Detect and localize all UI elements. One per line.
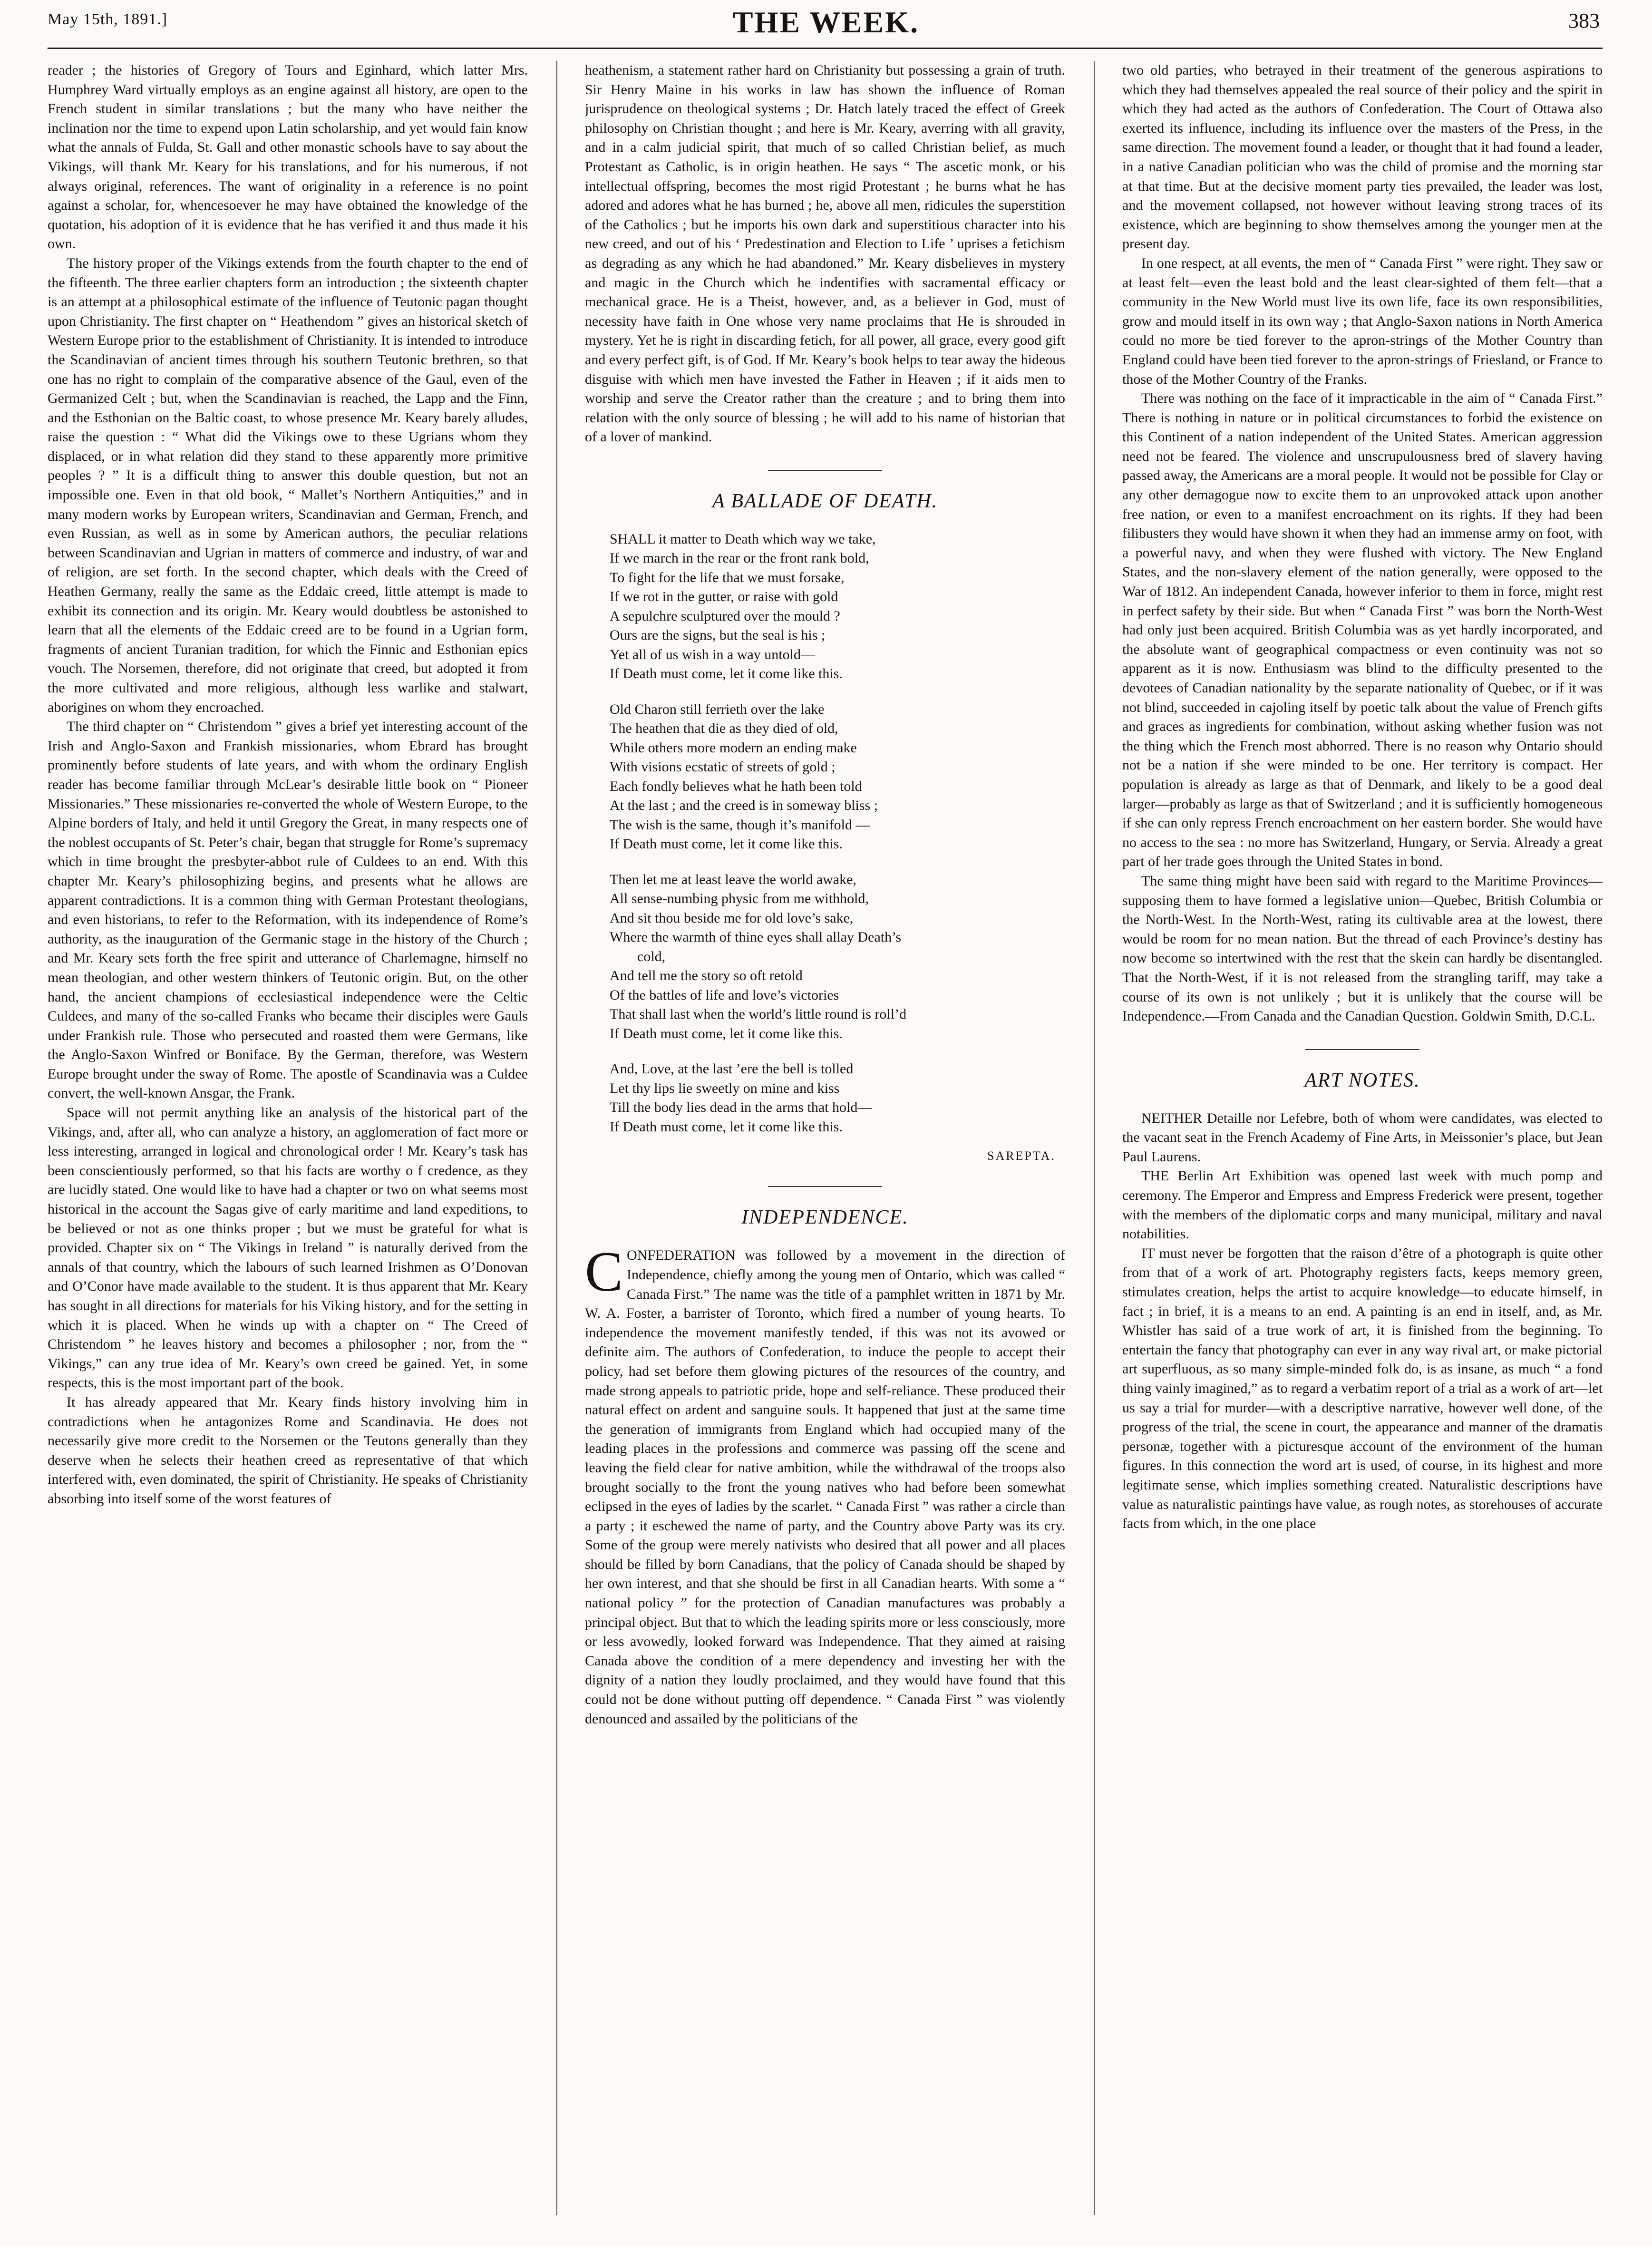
drop-cap: C (585, 1240, 623, 1303)
column-3 (1122, 61, 1603, 2227)
poem-body (585, 530, 1065, 1137)
poem-line: All sense-numbing physic from me withhold, (610, 891, 869, 907)
header-rule (48, 48, 1603, 49)
masthead-title: THE WEEK. (732, 5, 920, 39)
poem-stanza (610, 530, 1065, 684)
ballade-title: A BALLADE OF DEATH. (585, 470, 1065, 513)
poem-line: If Death must come, let it come like this. (610, 1025, 843, 1041)
page-header (0, 0, 1652, 45)
page-number: 383 (1568, 9, 1600, 32)
independence-first-paragraph: CONFEDERATION was followed by a movement in the direction of Independence, chiefly among the young men of Ontario, which was called “ Canada First.” The name was the title of a pamphlet written in 1871 by Mr. W. A. Foster, a barrister of Toronto, which fired a number of young hearts. To independence the movement manifestly tended, if this was not its avowed or definite aim. The authors of Confederation, to induce the people to accept their policy, had set before them glowing pictures of the resources of the country, and made strong appeals to patriotic pride, hope and self-reliance. These produced their natural effect on ardent and sanguine souls. It happened that just at the same time the generation of immigrants from England which had occupied many of the leading places in the professions and commerce was passing off the scene and leaving the field clear for native ambition, while the withdrawal of the troops also brought socially to the front the young natives who had before been somewhat eclipsed in the eyes of ladies by the scarlet. “ Canada First ” was rather a circle than a party ; it eschewed the name of party, and the Country above Party was its cry. Some of the group were merely nativists who desired that all power and all places should be filled by born Canadians, that the policy of Canada should be shaped by her own interest, and that she should be first in all Canadian hearts. With some a “ national policy ” for the protection of Canadian manufactures was probably a principal object. But that to which the leading spirits more or less consciously, more or less avowedly, looked forward was Independence. That they aimed at raising Canada above the condition of a mere dependency and investing her with the dignity of a nation they loudly proclaimed, and they would have found that this could not be done without putting off dependence. “ Canada First ” was violently denounced and assailed by the politicians of the (585, 1240, 1065, 1727)
paragraph: It has already appeared that Mr. Keary finds history involving him in contradictions when he antagonizes Rome and Scandinavia. He does not necessarily give more credit to the Norsemen or the Teutons generally than they deserve when he selects their heathen creed as representative of that which interfered with, even dominated, the spirit of Christianity. He speaks of Christianity absorbing into itself some of the worst features of (48, 1394, 528, 1507)
poem-line: Old Charon still ferrieth over the lake (610, 701, 825, 717)
poem-line: While others more modern an ending make (610, 739, 857, 756)
poem-line: If we rot in the gutter, or raise with gold (610, 589, 838, 605)
poem-line: Where the warmth of thine eyes shall allay Death’s (610, 929, 902, 945)
poem-line: To fight for the life that we must forsake, (610, 569, 845, 585)
poem-line: cold, (637, 948, 666, 964)
paragraph: reader ; the histories of Gregory of Tours and Eginhard, which latter Mrs. Humphrey Ward virtually employs as an engine against all history, are open to the French student in similar translations ; but the many who have neither the inclination nor the time to expend upon Latin scholarship, and yet would fain know what the annals of Fulda, St. Gall and other monastic schools have to say about the Vikings, will thank Mr. Keary for his translations, and for his numerous, if not always original, references. The want of originality in a reference is no point against a scholar, for, whencesoever he may have obtained the knowledge of the quotation, his adoption of it is evidence that he has verified it and thus made it his own. (48, 62, 528, 252)
paragraph: Space will not permit anything like an analysis of the historical part of the Vikings, and, after all, who can analyze a history, an agglomeration of fact more or less interesting, arranged in logical and chronological order ! Mr. Keary’s task has been conscientiously performed, so that his facts are worthy o f credence, as they are lucidly stated. One would like to have had a chapter or two on what seems most historical in the account the Sagas give of early maritime and land expeditions, to be believed or not as one thinks proper ; but we must be grateful for what is provided. Chapter six on “ The Vikings in Ireland ” is naturally derived from the annals of that country, which the labours of such learned Irishmen as O’Donovan and O’Conor have made available to the student. It is thus apparent that Mr. Keary has sought in all directions for materials for his Viking history, and for the setting in which it is placed. When he winds up with a chapter on “ The Creed of Christendom ” he leaves history and becomes a philosopher ; nor, from the “ Vikings,” can any true idea of Mr. Keary’s own creed be gained. Yet, in some respects, this is the most important part of the book. (48, 1105, 528, 1391)
paragraph: heathenism, a statement rather hard on Christianity but possessing a grain of truth. Sir Henry Maine in his works in law has shown the influence of Roman jurisprudence on theological systems ; Dr. Hatch lately traced the effect of Greek philosophy on Christian thought ; and here is Mr. Keary, averring with all gravity, and in a calm judicial spirit, that much of so called Christian belief, as much Protestant as Catholic, is in origin heathen. He says “ The ascetic monk, or his intellectual offspring, becomes the most rigid Protestant ; he burns what he has adored and adores what he has burned ; he, above all men, ridicules the superstition of the Catholics ; but he imports his own dark and superstitious character into his new creed, and out of his ‘ Predestination and Election to Life ’ uprises a fetichism as degrading as any which he had abandoned.” Mr. Keary disbelieves in mystery and magic in the Church which he indentifies with sacramental efficacy or mechanical grace. He is a Theist, however, and, as a believer in God, must of necessity have faith in One whose very name proclaims that He is shrouded in mystery. Yet he is right in discarding fetich, for all power, all grace, every good gift and every perfect gift, is of God. If Mr. Keary’s book helps to tear away the hideous disguise with which men have invested the Father in Heaven ; if it aids men to worship and serve the Creator rather than the creature ; and to bring them into relation with the only source of blessing ; he will add to his name of historian that of a lover of mankind. (585, 62, 1065, 445)
poem-line: If we march in the rear or the front rank bold, (610, 550, 869, 566)
art-notes-title: ART NOTES. (1122, 1049, 1603, 1092)
poem-stanza (610, 870, 1065, 1044)
poem-line: With visions ecstatic of streets of gold ; (610, 759, 836, 775)
paragraph: There was nothing on the face of it impracticable in the aim of “ Canada First.” There is nothing in nature or in political circumstances to forbid the existence on this Continent of a nation independent of the United States. American aggression need not be feared. The violence and unscrupulousness bred of slavery having passed away, the Americans are a moral people. It would not be possible for Clay or any other demagogue now to excite them to an unprovoked attack upon another free nation, or even to a manifest encroachment on its rights. If they had been filibusters they would have shown it when they had an immense army on foot, with a powerful navy, and when they were flushed with victory. The New England States, and the non-slavery element of the nation generally, were opposed to the War of 1812. An independent Canada, however inferior to them in force, might rest in perfect safety by their side. But when “ Canada First ” was born the North-West had only just been acquired. British Columbia was as yet hardly incorporated, and the absolute want of geographical compactness or even continuity was not so apparent as it is now. Enthusiasm was blind to the difficulty presented to the devotees of Canadian nationality by the separate nationality of Quebec, or if it was not blind, succeeded in cajoling itself by poetic talk about the value of French gifts and graces as ingredients for combination, without asking whether fusion was not the thing which the French most abhorred. There is no reason why Ontario should not be a nation if she were minded to be one. Her territory is compact. Her population is already as large as that of Denmark, and likely to be a good deal larger—probably as large as that of Switzerland ; and it is sufficiently homogeneous if she can only repress French encroachment on her eastern border. She would have no access to the sea : no more has Switzerland, Hungary, or Servia. Already a great part of her trade goes through the United States in bond. (1122, 390, 1603, 870)
poem-line: If Death must come, let it come like this. (610, 836, 843, 852)
paragraph: The same thing might have been said with regard to the Maritime Provinces—supposing them to have formed a legislative union—Quebec, British Columbia or the North-West. In the North-West, rating its cultivable area at the lowest, there would be room for no mean nation. But the thread of each Province’s destiny has now become so intertwined with the rest that the skein can hardly be disentangled. That the North-West, if it is not released from the strangling tariff, may take a course of its own is not unlikely ; but it is unlikely that the course will be Independence.—From Canada and the Canadian Question. Goldwin Smith, D.C.L. (1122, 873, 1603, 1024)
paragraph: two old parties, who betrayed in their treatment of the generous aspirations to which they had themselves appealed the real source of their policy and the spirit in which they had acted as the authors of Confederation. The Court of Ottawa also exerted its influence, including its influence over the masters of the Press, in the same direction. The movement found a leader, or thought that it had found a leader, in a native Canadian politician who was the child of promise and the morning star at that time. But at the decisive moment party ties prevailed, the leader was lost, and the movement collapsed, not however without leaving strong traces of its existence, which are beginning to show themselves among the younger men at the present day. (1122, 62, 1603, 252)
poem-signature: SAREPTA. (987, 1149, 1056, 1163)
poem-line: Of the battles of life and love’s victories (610, 987, 839, 1003)
poem-line: Let thy lips lie sweetly on mine and kiss (610, 1080, 840, 1096)
poem-line: And tell me the story so oft retold (610, 968, 803, 984)
poem-line: A sepulchre sculptured over the mould ? (610, 608, 840, 624)
poem-line: At the last ; and the creed is in someway bliss ; (610, 798, 878, 814)
paragraph: IT must never be forgotten that the raison d’être of a photograph is quite other from that of a work of art. Photography registers facts, keeps memory green, stimulates creation, helps the artist to acquire knowledge—to educate himself, in fact ; in brief, it is a means to an end. A painting is an end in itself, and, as Mr. Whistler has said of a true work of art, it is finished from the beginning. To entertain the fancy that photography can ever in any way rival art, or make pictorial art superfluous, as so many simple-minded folk do, is as insane, as much “ a fond thing vainly imagined,” as to regard a verbatim report of a trial as a work of art—let us say a trial for murder—with a descriptive narrative, however well done, of the progress of the trial, the scene in court, the appearance and manner of the dramatis personæ, together with a picturesque account of the environment of the human figures. In this connection the word art is used, of course, in its highest and more legitimate sense, which implies something created. Naturalistic descriptions have value as naturalistic paintings have value, as rough notes, as storehouses of accurate facts from which, in the one place (1122, 1245, 1603, 1532)
paragraph: The history proper of the Vikings extends from the fourth chapter to the end of the fifteenth. The three earlier chapters form an introduction ; the sixteenth chapter is an attempt at a philosophical estimate of the influence of Teutonic pagan thought upon Christianity. The first chapter on “ Heathendom ” gives an historical sketch of Western Europe prior to the establishment of Christianity. It is intended to introduce the Scandinavian of ancient times through his southern Teutonic brethren, so that one has no right to complain of the comparative absence of the Gaul, even of the Germanized Celt ; but, when the Scandinavian is reached, the Lapp and the Finn, and the Esthonian on the Baltic coast, to whose presence Mr. Keary barely alludes, raise the question : “ What did the Vikings owe to these Ugrians whom they displaced, or in what relation did they stand to these apparently more primitive peoples ? ” It is a difficult thing to answer this double question, but not an impossible one. Even in that old book, “ Mallet’s Northern Antiquities,” and in many modern works by European writers, Scandinavian and German, French, and even Russian, as well as in some by American authors, the peculiar relations between Scandinavian and Ugrian in matters of commerce and industry, of war and of religion, are set forth. In the second chapter, which deals with the Creed of Heathen Germany, really the same as the Eddaic creed, little attempt is made to exhibit its connection and its origin. Mr. Keary would doubtless be astonished to learn that all the elements of the Eddaic creed are to be found in a Ugrian form, fragments of ancient Turanian tradition, for which the Finnic and Esthonian epics vouch. The Norsemen, therefore, did not originate that creed, but adopted it from the more cultivated and more religious, although less warlike and stalwart, aborigines on whom they encroached. (48, 255, 528, 715)
paragraph: THE Berlin Art Exhibition was opened last week with much pomp and ceremony. The Emperor and Empress and Empress Frederick were present, together with the members of the diplomatic corps and many municipal, military and naval notabilities. (1122, 1168, 1603, 1242)
poem-line: Till the body lies dead in the arms that hold— (610, 1099, 872, 1116)
poem-line: That shall last when the world’s little round is roll’d (610, 1006, 907, 1022)
poem-line: Ours are the signs, but the seal is his ; (610, 627, 826, 643)
poem-line: If Death must come, let it come like this. (610, 666, 843, 682)
poem-line: If Death must come, let it come like this. (610, 1119, 843, 1135)
poem-line: And sit thou beside me for old love’s sake, (610, 910, 854, 926)
poem-stanza (610, 1060, 1065, 1137)
column-divider (556, 61, 557, 2215)
paragraph: The third chapter on “ Christendom ” gives a brief yet interesting account of the Irish and Anglo-Saxon and Frankish missionaries, whom Ebrard has brought prominently before students of late years, and with whom the ordinary English reader has become familiar through McLear’s desirable little book on “ Pioneer Missionaries.” These missionaries re-converted the whole of Western Europe, to the Alpine borders of Italy, and held it until Gregory the Great, in many respects one of the noblest occupants of St. Peter’s chair, began that struggle for Rome’s supremacy which in time brought the presbyter-abbot rule of Culdees to an end. With this chapter Mr. Keary’s philosophizing begins, and presents what he allows are apparent contradictions. It is a common thing with German Protestant theologians, and even historians, to refer to the Reformation, with its independence of Rome’s authority, as the inauguration of the Germanic stage in the history of the Church ; and Mr. Keary sets forth the free spirit and utterance of Charlemagne, himself no mean theologian, and other western thinkers of Teutonic origin. But, on the other hand, the ancient champions of ecclesiastical independence were the Celtic Culdees, and many of the so-called Franks who became their disciples were Gauls under Frankish rule. Those who persecuted and roasted them were Germans, like the Anglo-Saxon Winfred or Boniface. By the German, therefore, was Western Europe brought under the sway of Rome. The apostle of Scandinavia was a Culdee convert, the well-known Ansgar, the Frank. (48, 719, 528, 1101)
poem-stanza (610, 700, 1065, 854)
poem-line: SHALL it matter to Death which way we take, (610, 531, 876, 547)
poem-line: Then let me at least leave the world awake, (610, 871, 856, 887)
paragraph: In one respect, at all events, the men of “ Canada First ” were right. They saw or at least felt—even the least bold and the least clear-sighted of them felt—that a community in the New World must live its own life, face its own responsibilities, grow and mould itself in its own way ; that Anglo-Saxon nations in North America could no more be tied forever to the apron-strings of the Mother Country than England could have been tied forever to the apron-strings of Friesland, or France to those of the Mother Country of the Franks. (1122, 255, 1603, 387)
column-divider (1094, 61, 1095, 2215)
paragraph: NEITHER Detaille nor Lefebre, both of whom were candidates, was elected to the vacant seat in the French Academy of Fine Arts, in Meissonier’s place, but Jean Paul Laurens. (1122, 1110, 1603, 1165)
poem-line: And, Love, at the last ’ere the bell is tolled (610, 1061, 854, 1077)
independence-title: INDEPENDENCE. (585, 1186, 1065, 1229)
poem-line: The wish is the same, though it’s manifold — (610, 817, 870, 833)
poem-line: Yet all of us wish in a way untold— (610, 646, 815, 662)
poem-line: The heathen that die as they died of old, (610, 720, 838, 737)
issue-date: May 15th, 1891.] (48, 10, 168, 28)
column-2 (585, 61, 1065, 2227)
column-1 (48, 61, 528, 2227)
poem-line: Each fondly believes what he hath been told (610, 778, 862, 794)
